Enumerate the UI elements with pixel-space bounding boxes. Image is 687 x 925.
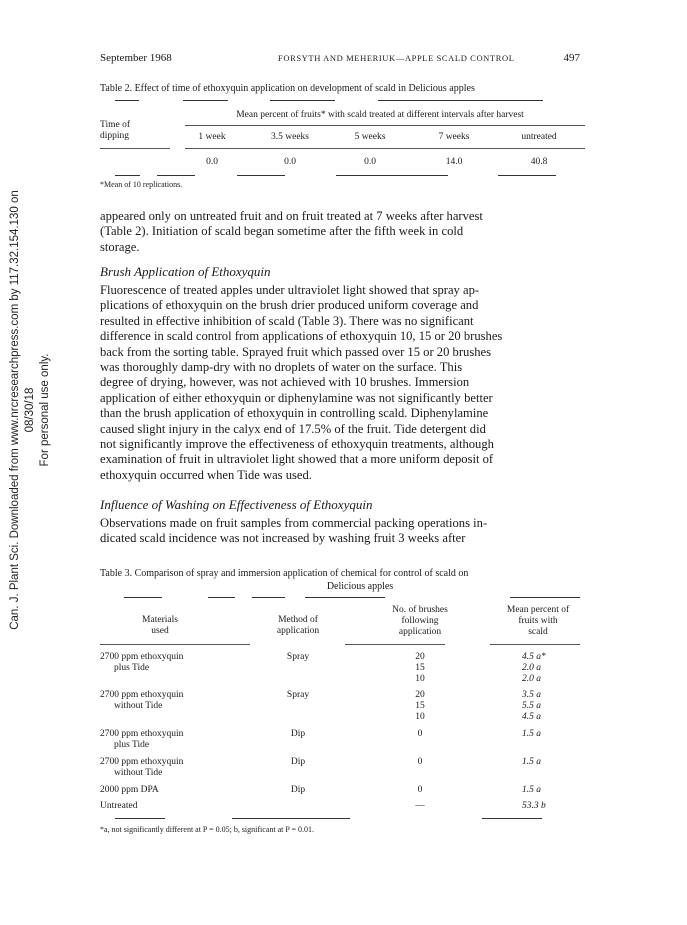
- text-line: storage.: [100, 239, 140, 254]
- table2-value: 40.8: [530, 157, 548, 167]
- brush-count: 10: [415, 712, 425, 722]
- table3-header-materials: [110, 615, 210, 637]
- table2-value: 14.0: [445, 157, 463, 167]
- table3-caption-line1: Table 3. Comparison of spray and immersion application of chemical for control of scald on: [100, 568, 469, 579]
- header-text: application: [398, 627, 442, 637]
- section-heading-brush-application: Brush Application of Ethoxyquin: [100, 264, 271, 279]
- table2-footnote: *Mean of 10 replications.: [100, 180, 183, 189]
- text-line: plications of ethoxyquin on the brush drier produced uniform coverage and: [100, 298, 479, 313]
- method-cell: Dip: [290, 729, 306, 739]
- text-line: examination of fruit in ultraviolet light showed that a more uniform deposit of: [100, 452, 494, 467]
- running-head-title: FORSYTH AND MEHERIUK—APPLE SCALD CONTROL: [278, 53, 515, 63]
- scald-value: 2.0 a: [522, 674, 541, 684]
- table2-value: 0.0: [206, 157, 218, 167]
- text-line: caused slight injury in the calyx end of 17.5% of the fruit. Tide detergent did: [100, 421, 486, 436]
- text-line: appeared only on untreated fruit and on fruit treated at 7 weeks after harvest: [100, 209, 483, 223]
- brushes-cell: 0: [417, 785, 423, 795]
- header-text: No. of brushes: [392, 605, 448, 615]
- text-line: ethoxyquin occurred when Tide was used.: [100, 467, 312, 482]
- table3-footnote: *a, not significantly different at P = 0.05; b, significant at P = 0.01.: [100, 825, 315, 834]
- text-line: dicated scald incidence was not increased by washing fruit 3 weeks after: [100, 531, 466, 546]
- table3-caption-line2: Delicious apples: [326, 581, 394, 592]
- method-cell: Dip: [290, 785, 306, 795]
- table2-row-header-line1: Time of: [100, 120, 131, 130]
- table3-rule: [345, 644, 445, 645]
- text-line: back from the sorting table. Sprayed fruit which passed over 15 or 20 brushes: [100, 344, 492, 359]
- table2-col-header: 5 weeks: [354, 132, 386, 142]
- scald-cell: 1.5 a: [522, 729, 541, 739]
- header-text: following: [401, 616, 439, 626]
- text-line: Fluorescence of treated apples under ultraviolet light showed that spray ap-: [100, 283, 480, 297]
- table-row: [100, 785, 250, 796]
- scald-value: 5.5 a: [522, 701, 541, 711]
- header-text: Materials: [142, 615, 178, 625]
- table2-col-header: 1 week: [198, 132, 226, 142]
- material-text: 2700 ppm ethoxyquin: [100, 652, 184, 662]
- method-cell: Spray: [286, 690, 310, 700]
- text-line: degree of drying, however, was not achieved with 10 brushes. Immersion: [100, 375, 470, 390]
- header-text: Mean percent of: [506, 605, 570, 615]
- table2-caption: Table 2. Effect of time of ethoxyquin application on development of scald in Delicious apples: [100, 83, 475, 94]
- scald-value: 2.0 a: [522, 663, 541, 673]
- scald-cell: 1.5 a: [522, 757, 541, 767]
- text-line: difference in scald control from applications of ethoxyquin 10, 15 or 20 brushes: [100, 329, 503, 344]
- watermark-line-1: Can. J. Plant Sci. Downloaded from www.nrcresearchpress.com by 117.32.154.130 on 08/30/18: [9, 190, 36, 630]
- table-row: [100, 729, 250, 751]
- text-line: Observations made on fruit samples from commercial packing operations in-: [100, 516, 488, 530]
- text-line: (Table 2). Initiation of scald began sometime after the fifth week in cold: [100, 224, 464, 239]
- scald-value: 4.5 a*: [522, 652, 546, 662]
- watermark-line-2: For personal use only.: [39, 353, 51, 467]
- table2-col-header: 3.5 weeks: [271, 132, 309, 142]
- table3-header-mean: [483, 605, 593, 638]
- scald-cell: [522, 652, 582, 685]
- table-row: [100, 757, 250, 779]
- brushes-cell: —: [415, 801, 425, 811]
- table-row: [100, 652, 250, 674]
- table2-row-header-line2: dipping: [100, 131, 130, 141]
- brush-count: 15: [415, 663, 425, 673]
- material-text: plus Tide: [114, 663, 150, 673]
- brush-count: 20: [415, 652, 425, 662]
- material-text: without Tide: [114, 701, 163, 711]
- table3-rule: [490, 644, 580, 645]
- material-text: plus Tide: [114, 740, 150, 750]
- material-text: 2000 ppm DPA: [100, 785, 159, 795]
- text-line: not significantly improve the effectiveness of ethoxyquin treatments, although: [100, 436, 494, 451]
- table3-header-method: [253, 615, 343, 637]
- scald-value: 3.5 a: [522, 690, 541, 700]
- material-text: 2700 ppm ethoxyquin: [100, 690, 184, 700]
- scald-value: 4.5 a: [522, 712, 541, 722]
- header-text: scald: [528, 627, 548, 637]
- method-cell: Spray: [286, 652, 310, 662]
- table3-rule: [232, 818, 350, 819]
- table-row: [100, 690, 250, 712]
- brush-count: 20: [415, 690, 425, 700]
- brushes-cell: [395, 652, 445, 685]
- header-text: application: [276, 626, 320, 636]
- brush-count: 10: [415, 674, 425, 684]
- table3-rule: [100, 644, 250, 645]
- table2-col-header: 7 weeks: [438, 132, 470, 142]
- method-cell: Dip: [290, 757, 306, 767]
- table2-col-header: untreated: [521, 132, 557, 142]
- brushes-cell: [395, 690, 445, 723]
- scald-cell: 1.5 a: [522, 785, 541, 795]
- table2-group-header: Mean percent of fruits* with scald treated at different intervals after harvest: [236, 110, 524, 120]
- text-line: application of either ethoxyquin or diphenylamine was not significantly better: [100, 390, 493, 405]
- text-line: was thoroughly damp-dry with no droplets of water on the surface. This: [100, 359, 463, 374]
- material-text: 2700 ppm ethoxyquin: [100, 757, 184, 767]
- material-text: Untreated: [100, 801, 138, 811]
- scald-cell: [522, 690, 582, 723]
- section-heading-washing: Influence of Washing on Effectiveness of Ethoxyquin: [100, 497, 373, 512]
- page-number: 497: [563, 52, 580, 64]
- table-row: [100, 801, 250, 812]
- running-head-date: September 1968: [100, 52, 172, 64]
- text-line: resulted in effective inhibition of scald (Table 3). There was no significant: [100, 313, 474, 328]
- material-text: 2700 ppm ethoxyquin: [100, 729, 184, 739]
- brushes-cell: 0: [417, 757, 423, 767]
- brush-count: 15: [415, 701, 425, 711]
- header-text: used: [151, 626, 169, 636]
- table2-value: 0.0: [364, 157, 376, 167]
- table3-rule: [482, 818, 542, 819]
- header-text: fruits with: [518, 616, 558, 626]
- scald-cell: 53.3 b: [522, 801, 546, 811]
- text-line: than the brush application of ethoxyquin in controlling scald. Diphenylamine: [100, 406, 489, 421]
- brushes-cell: 0: [417, 729, 423, 739]
- table3-header-brushes: [365, 605, 475, 638]
- header-text: Method of: [278, 615, 318, 625]
- table2-value: 0.0: [284, 157, 296, 167]
- table3-rule: [115, 818, 165, 819]
- material-text: without Tide: [114, 768, 163, 778]
